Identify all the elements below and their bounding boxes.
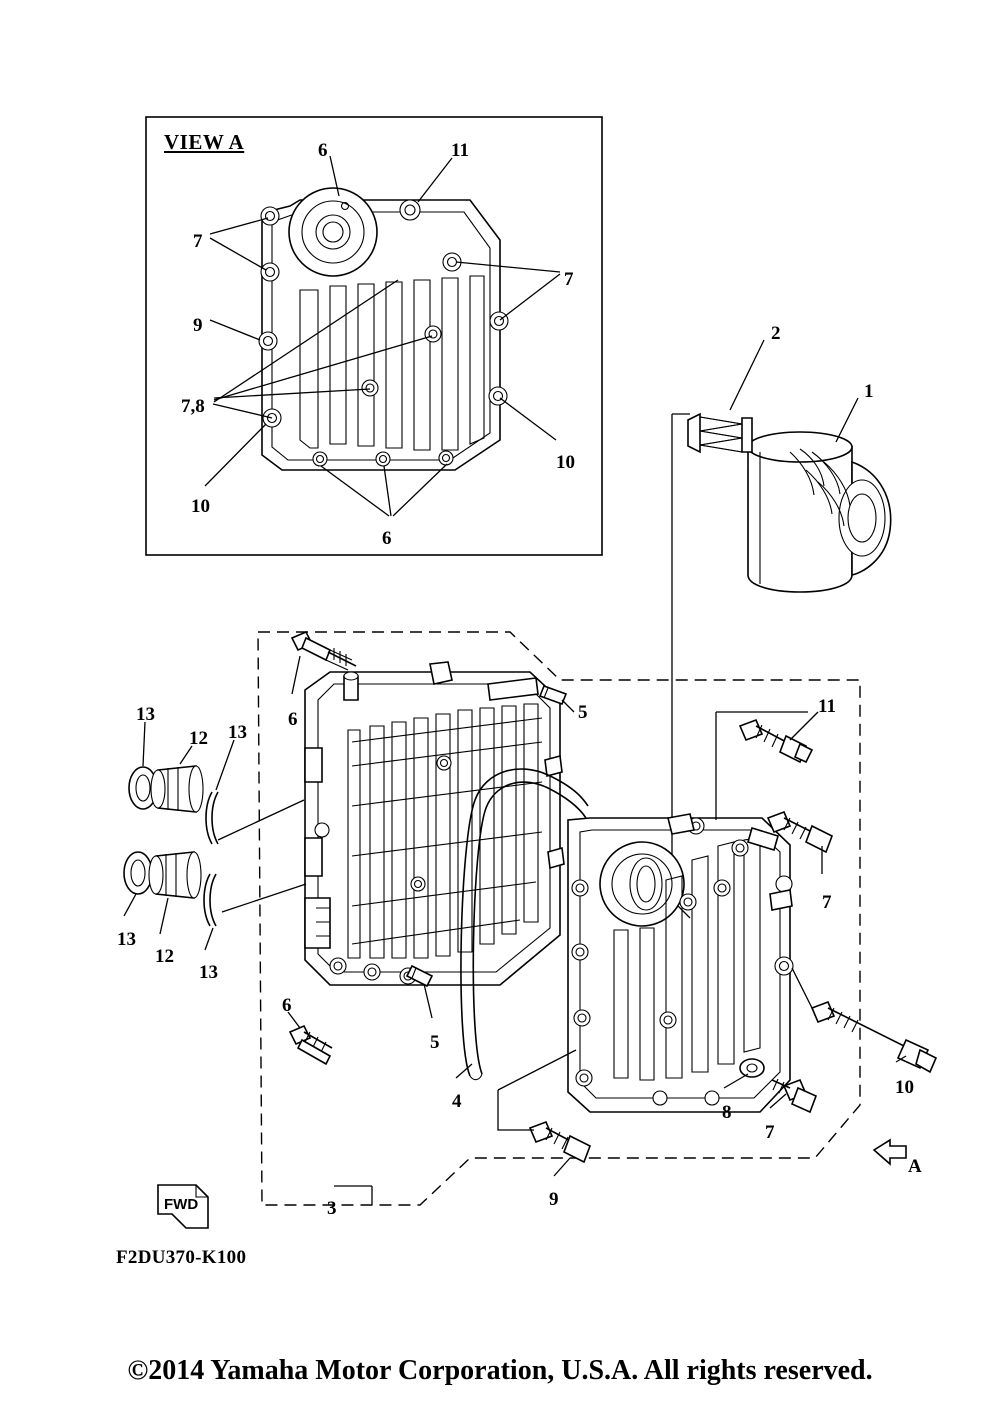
- callout-12-b: 12: [155, 946, 174, 967]
- callout-7-right: 7: [822, 892, 832, 913]
- callout-5-bottom: 5: [430, 1032, 440, 1053]
- callout-11: 11: [818, 696, 836, 717]
- callout-view-a-11: 11: [451, 140, 469, 161]
- callout-10: 10: [895, 1077, 914, 1098]
- callout-4: 4: [452, 1091, 462, 1112]
- callout-12-a: 12: [189, 728, 208, 749]
- callout-1: 1: [864, 381, 874, 402]
- callout-view-a-9: 9: [193, 315, 203, 336]
- callout-3: 3: [327, 1198, 337, 1219]
- callout-13-a: 13: [136, 704, 155, 725]
- callout-2: 2: [771, 323, 781, 344]
- diagram-part-number: F2DU370-K100: [116, 1247, 247, 1268]
- view-a-title: VIEW A: [164, 130, 245, 154]
- callout-view-a-7-left: 7: [193, 231, 203, 252]
- callout-view-a-10-right: 10: [556, 452, 575, 473]
- detail-arrow-a-label: A: [908, 1156, 922, 1177]
- copyright-notice: ©2014 Yamaha Motor Corporation, U.S.A. All rights reserved.: [127, 1355, 873, 1386]
- callout-7-bottom: 7: [765, 1122, 775, 1143]
- callout-13-d: 13: [199, 962, 218, 983]
- callout-6-bottom: 6: [282, 995, 292, 1016]
- callout-view-a-7-8: 7,8: [181, 396, 205, 417]
- callout-view-a-10-left: 10: [191, 496, 210, 517]
- callout-8: 8: [722, 1102, 732, 1123]
- callout-5-top: 5: [578, 702, 588, 723]
- callout-13-c: 13: [117, 929, 136, 950]
- callout-13-b: 13: [228, 722, 247, 743]
- fwd-arrow-label: FWD: [164, 1196, 199, 1213]
- callout-view-a-7-right: 7: [564, 269, 574, 290]
- callout-view-a-6-top: 6: [318, 140, 328, 161]
- callout-9: 9: [549, 1189, 559, 1210]
- callout-view-a-6-bottom: 6: [382, 528, 392, 549]
- callout-6-top: 6: [288, 709, 298, 730]
